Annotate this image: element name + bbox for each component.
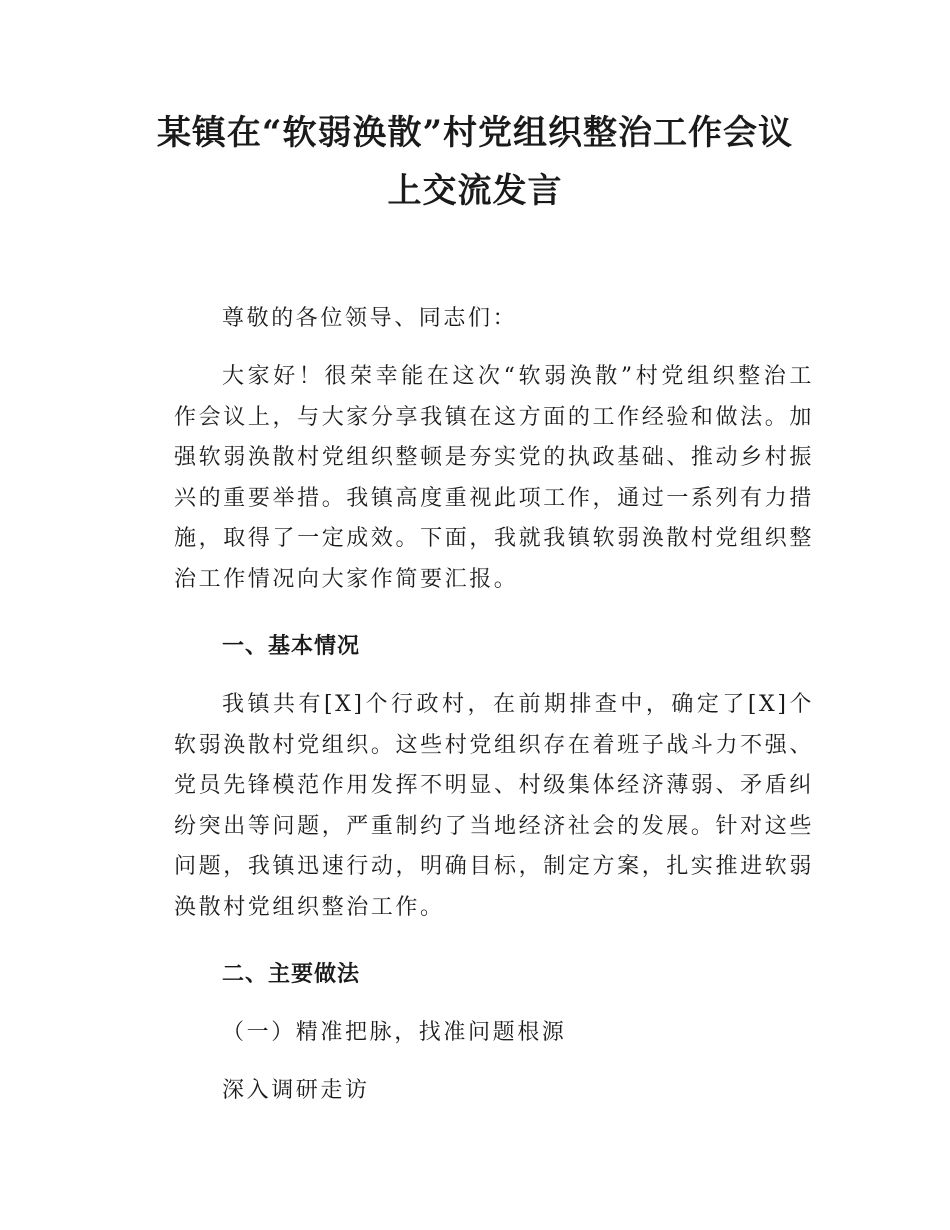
section-2-heading: 二、主要做法 (222, 962, 361, 987)
subsection-1-item: 深入调研走访 (222, 1078, 370, 1103)
subsection-1-heading: （一）精准把脉，找准问题根源 (222, 1020, 567, 1045)
intro-paragraph: 大家好！很荣幸能在这次“软弱涣散”村党组织整治工作会议上，与大家分享我镇在这方面的工作经验和做法。加强软弱涣散村党组织整顿是夯实党的执政基础、推动乡村振兴的重要举措。我镇高度重视此项工作，通过一系列有力措施，取得了一定成效。下面，我就我镇软弱涣散村党组织整治工作情况向大家作简要汇报。 (174, 364, 814, 592)
salutation: 尊敬的各位领导、同志们： (222, 306, 518, 331)
document-title (120, 104, 830, 220)
title-line-2: 上交流发言 (387, 171, 563, 211)
section-1-heading: 一、基本情况 (222, 634, 361, 659)
section-1-paragraph: 我镇共有[X]个行政村，在前期排查中，确定了[X]个软弱涣散村党组织。这些村党组织存在着班子战斗力不强、党员先锋模范作用发挥不明显、村级集体经济薄弱、矛盾纠纷突出等问题，严重制约了当地经济社会的发展。针对这些问题，我镇迅速行动，明确目标，制定方案，扎实推进软弱涣散村党组织整治工作。 (174, 692, 814, 920)
title-line-1: 某镇在“软弱涣散”村党组织整治工作会议 (156, 113, 794, 153)
